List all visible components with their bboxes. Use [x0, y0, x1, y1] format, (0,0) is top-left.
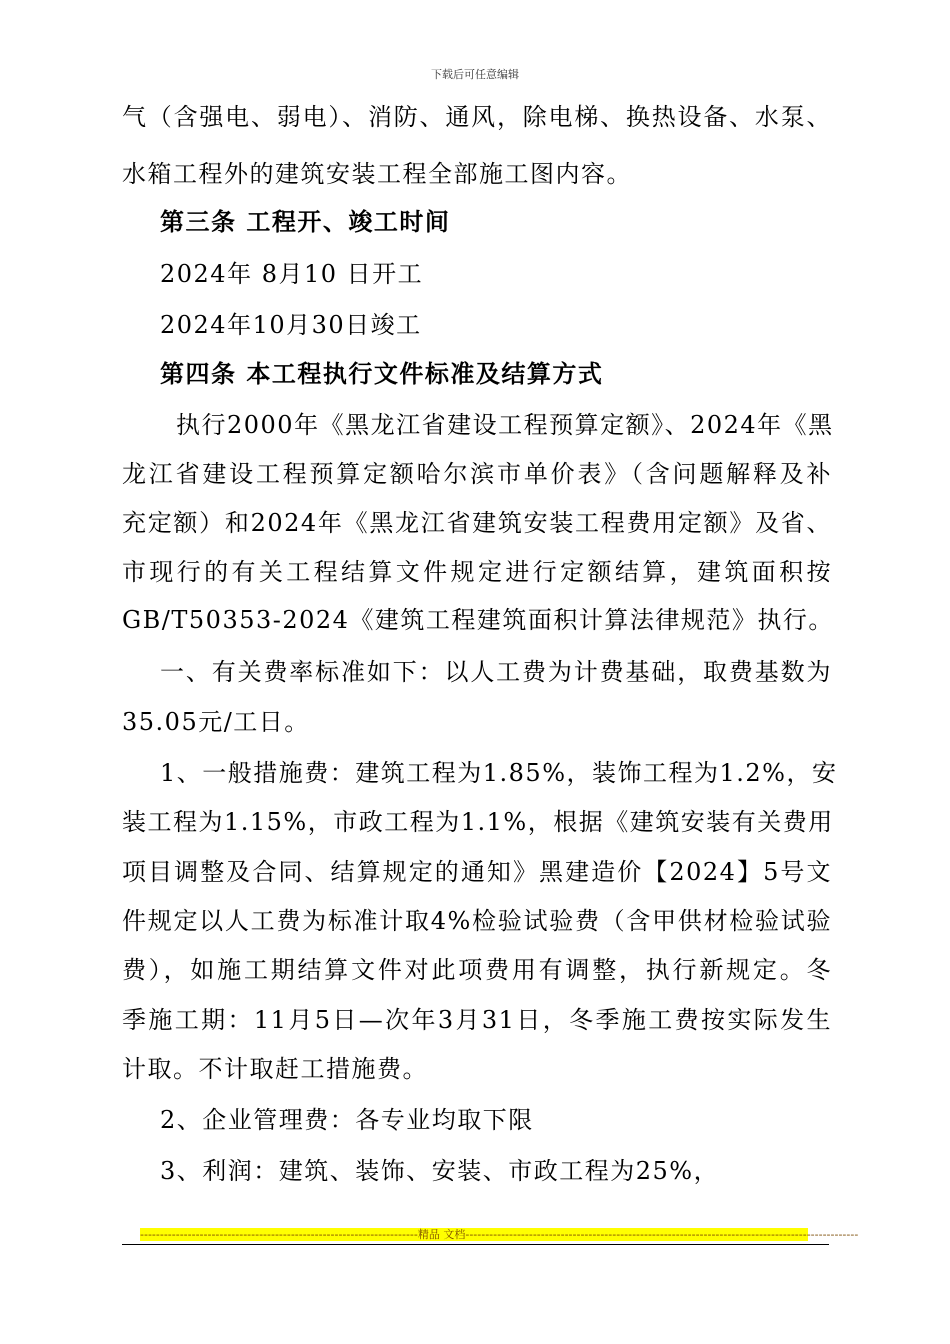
body-line: 项目调整及合同、结算规定的通知》黑建造价【2024】5号文	[122, 858, 832, 886]
body-line: 费），如施工期结算文件对此项费用有调整，执行新规定。冬	[122, 956, 832, 984]
body-line: 气（含强电、弱电）、消防、通风，除电梯、换热设备、水泵、	[122, 103, 832, 131]
body-line: 计取。不计取赶工措施费。	[122, 1055, 428, 1083]
body-line: 市现行的有关工程结算文件规定进行定额结算，建筑面积按	[122, 558, 832, 586]
body-line: 执行2000年《黑龙江省建设工程预算定额》、2024年《黑	[176, 411, 834, 439]
start-date: 2024年 8月10 日开工	[160, 260, 424, 288]
footer-banner	[140, 1228, 859, 1241]
body-line: 水箱工程外的建筑安装工程全部施工图内容。	[122, 160, 632, 188]
body-line: 装工程为1.15%，市政工程为1.1%，根据《建筑安装有关费用	[122, 808, 834, 836]
profit: 3、利润：建筑、装饰、安装、市政工程为25%，	[160, 1157, 720, 1185]
body-line: 充定额）和2024年《黑龙江省建筑安装工程费用定额》及省、	[122, 509, 832, 537]
management-fee: 2、企业管理费：各专业均取下限	[160, 1106, 534, 1134]
article-4-heading: 第四条 本工程执行文件标准及结算方式	[160, 359, 604, 388]
completion-date: 2024年10月30日竣工	[160, 311, 422, 339]
footer-label: 精品 文档	[417, 1228, 466, 1241]
article-3-heading: 第三条 工程开、竣工时间	[160, 207, 451, 236]
fee-rate-intro: 一、有关费率标准如下：以人工费为计费基础，取费基数为	[160, 658, 832, 686]
body-line: 季施工期：11月5日—次年3月31日，冬季施工费按实际发生	[122, 1006, 832, 1034]
body-line: 件规定以人工费为标准计取4%检验试验费（含甲供材检验试验	[122, 907, 832, 935]
footer-divider	[122, 1244, 829, 1245]
body-line: 35.05元/工日。	[122, 708, 310, 736]
general-measures-fee: 1、一般措施费：建筑工程为1.85%，装饰工程为1.2%，安	[160, 759, 838, 787]
body-line: 龙江省建设工程预算定额哈尔滨市单价表》（含问题解释及补	[122, 460, 832, 488]
footer-dashes: ---------------------------------------------------------------------------------------------------	[465, 1228, 859, 1241]
body-line: GB/T50353-2024《建筑工程建筑面积计算法律规范》执行。	[122, 606, 834, 634]
footer-dashes: ----------------------------------------------------------------------	[140, 1228, 418, 1241]
page-header-note: 下载后可任意编辑	[431, 68, 519, 81]
